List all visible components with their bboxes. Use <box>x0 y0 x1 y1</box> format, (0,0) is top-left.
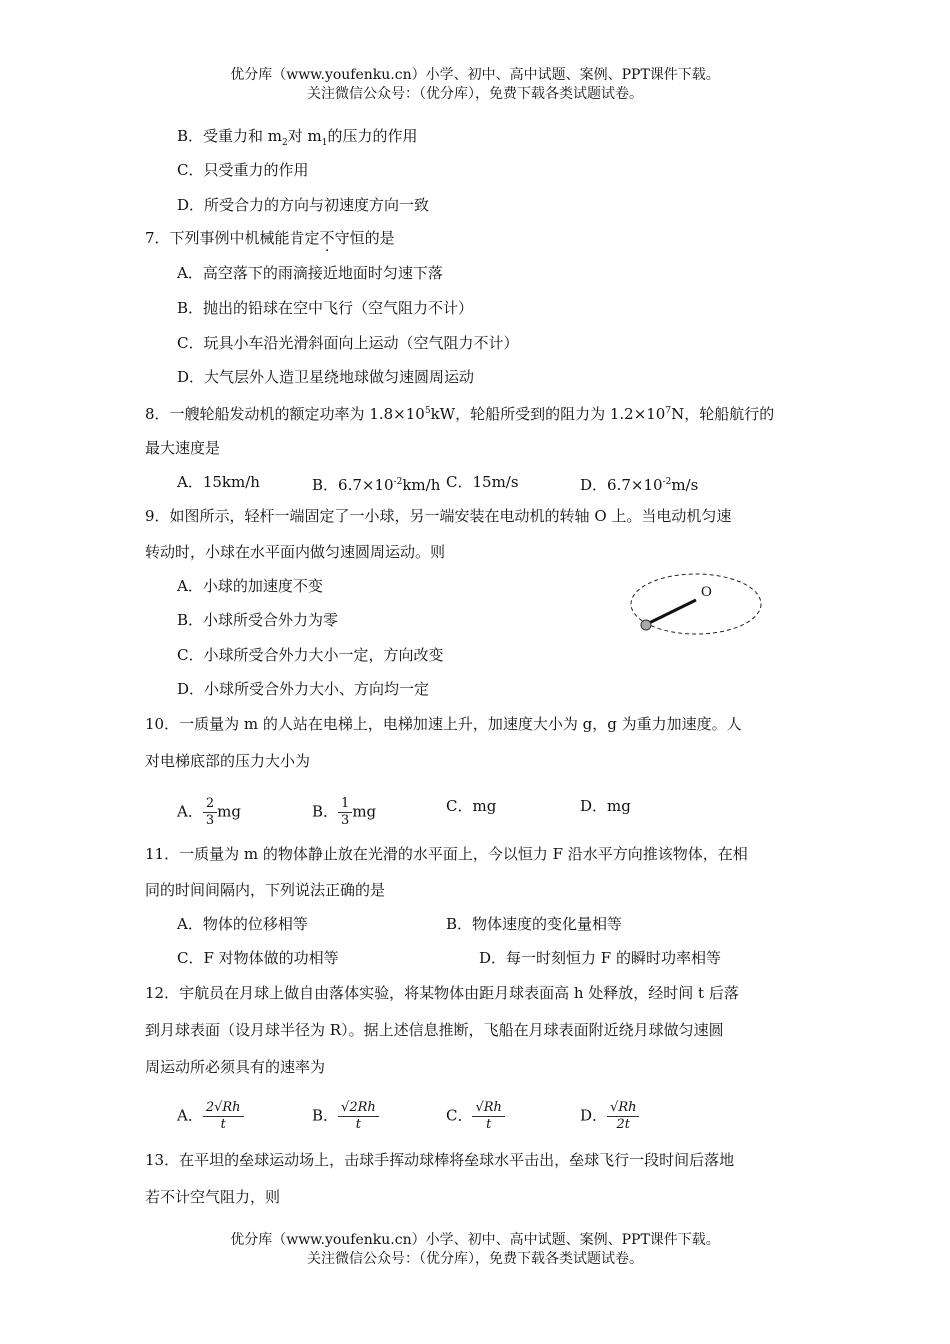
q10-option-b: B． $\frac{1}{3}$ mg <box>312 796 377 828</box>
q12-option-b: B． $\frac{√2Rh}{t}$ <box>312 1100 379 1133</box>
q8-option-b: B．$6.7\times 10^{-2}km/h$ <box>312 476 441 494</box>
q12-option-a: A． $\frac{2√Rh}{t}$ <box>177 1100 244 1133</box>
q7-option-d: D．大气层外人造卫星绕地球做匀速圆周运动 <box>177 368 475 386</box>
q13-stem-line-1: 13．在平坦的垒球运动场上，击球手挥动球棒将垒球水平击出，垒球飞行一段时间后落地 <box>145 1151 735 1169</box>
q11-option-a: A．物体的位移相等 <box>177 915 308 933</box>
footer-line-2: 关注微信公众号：（优分库），免费下载各类试题试卷。 <box>307 1251 643 1267</box>
header-line-1: 优分库（www.youfenku.cn）小学、初中、高中试题、案例、PPT课件下载。 <box>230 67 720 83</box>
footer-line-1: 优分库（www.youfenku.cn）小学、初中、高中试题、案例、PPT课件下载。 <box>230 1232 720 1248</box>
q9-stem-line-2: 转动时，小球在水平面内做匀速圆周运动。则 <box>145 543 446 561</box>
q10-option-a: A． $\frac{2}{3}$ mg <box>177 796 241 828</box>
q10-option-c: C．mg <box>446 797 497 815</box>
q13-stem-line-2: 若不计空气阻力，则 <box>145 1188 281 1206</box>
q7-option-c: C．玩具小车沿光滑斜面向上运动（空气阻力不计） <box>177 334 519 352</box>
q8-stem-line-2: 最大速度是 <box>145 439 221 457</box>
q11-option-b: B．物体速度的变化量相等 <box>446 915 623 933</box>
q9-option-a: A．小球的加速度不变 <box>177 577 323 595</box>
q8-stem-line-1: 8．一艘轮船发动机的额定功率为 $1.8\times 10^5kW$，轮船所受到的阻力为 $1.2\times 10^7N$，轮船航行的 <box>145 405 775 423</box>
light-rod <box>647 600 696 624</box>
header-line-2: 关注微信公众号：（优分库），免费下载各类试题试卷。 <box>307 86 643 102</box>
q12-stem-line-1: 12．宇航员在月球上做自由落体实验，将某物体由距月球表面高 h 处释放，经时间 t 后落 <box>145 984 739 1002</box>
q6-option-d: D．所受合力的方向与初速度方向一致 <box>177 196 430 214</box>
q12-stem-line-2: 到月球表面（设月球半径为 R）。据上述信息推断，飞船在月球表面附近绕月球做匀速圆 <box>145 1021 724 1039</box>
q7-option-a: A．高空落下的雨滴接近地面时匀速下落 <box>177 264 443 282</box>
q12-option-d: D． $\frac{√Rh}{2t}$ <box>580 1100 639 1133</box>
q6-option-b: B．受重力和 $m_2$对 $m_1$的压力的作用 <box>177 127 418 148</box>
q7-option-b: B．抛出的铅球在空中飞行（空气阻力不计） <box>177 299 474 317</box>
q11-stem-line-1: 11．一质量为 m 的物体静止放在光滑的水平面上，今以恒力 F 沿水平方向推该物体，在相 <box>145 845 748 863</box>
q9-option-b: B．小球所受合外力为零 <box>177 611 339 629</box>
q8-option-d: D．$6.7\times 10^{-2}m/s$ <box>580 476 699 494</box>
q9-option-c: C．小球所受合外力大小一定，方向改变 <box>177 646 444 664</box>
q11-stem-line-2: 同的时间间隔内，下列说法正确的是 <box>145 881 386 899</box>
q8-option-a: A．15km/h <box>177 473 260 491</box>
q10-stem-line-1: 10．一质量为 m 的人站在电梯上，电梯加速上升，加速度大小为 g，g 为重力加速度。人 <box>145 715 742 733</box>
q11-option-c: C．F 对物体做的功相等 <box>177 949 339 967</box>
q12-stem-line-3: 周运动所必须具有的速率为 <box>145 1058 326 1076</box>
q9-circular-motion-figure <box>625 568 770 640</box>
q9-option-d: D．小球所受合外力大小、方向均一定 <box>177 680 430 698</box>
ball <box>641 620 651 630</box>
q6-option-c: C．只受重力的作用 <box>177 161 309 179</box>
q7-stem: 7．下列事例中机械能肯定不守恒的是 <box>145 229 395 247</box>
axis-label-o: O <box>701 584 712 600</box>
q10-stem-line-2: 对电梯底部的压力大小为 <box>145 752 311 770</box>
q12-option-c: C． $\frac{√Rh}{t}$ <box>446 1100 505 1133</box>
q10-option-d: D．mg <box>580 797 631 815</box>
q8-option-c: C．15m/s <box>446 473 519 491</box>
q9-stem-line-1: 9．如图所示，轻杆一端固定了一小球，另一端安装在电动机的转轴 O 上。当电动机匀速 <box>145 507 732 525</box>
q11-option-d: D．每一时刻恒力 F 的瞬时功率相等 <box>479 949 721 967</box>
